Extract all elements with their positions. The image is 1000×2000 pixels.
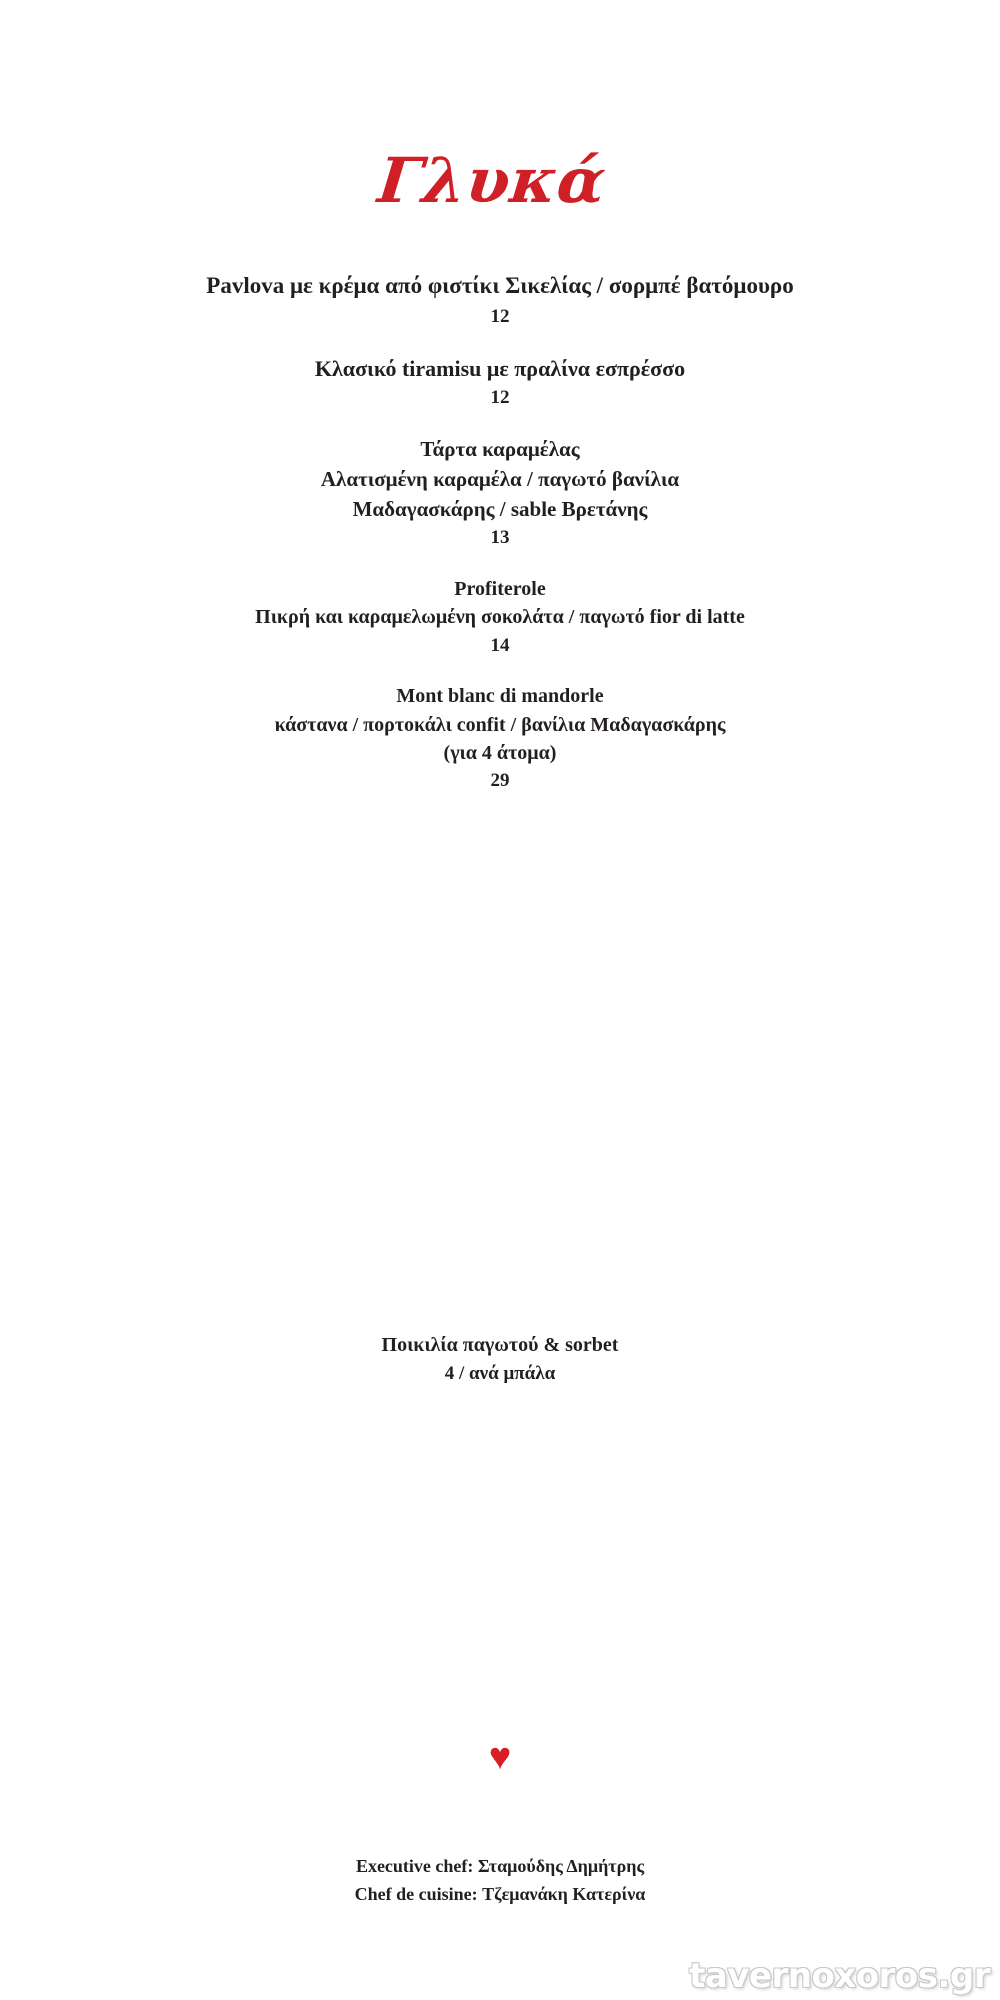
menu-item	[0, 435, 1000, 553]
menu-item-price: 14	[490, 634, 510, 656]
chef-credits	[0, 1853, 1000, 1909]
menu-item-description-line-2: Μαδαγασκάρης / sable Βρετάνης	[352, 496, 648, 521]
menu-item-description-line-1: Αλατισμένη καραμέλα / παγωτό βανίλια	[320, 466, 680, 491]
menu-item-name: Mont blanc di mandorle	[396, 685, 604, 708]
menu-item	[0, 682, 1000, 796]
menu-item-price: 29	[490, 770, 510, 792]
menu-item-price: 12	[490, 387, 510, 409]
menu-item-description-line-1: Πικρή και καραμελωμένη σοκολάτα / παγωτό fior di latte	[255, 606, 745, 629]
watermark-logo: tavernoxoros.gr	[689, 1956, 990, 1996]
heart-icon: ♥	[488, 1736, 512, 1778]
ice-cream-sorbet-price: 4 / ανά μπάλα	[444, 1363, 556, 1384]
menu-item	[0, 353, 1000, 413]
menu-item-name: Profiterole	[454, 577, 546, 600]
heart-icon-container	[0, 1738, 1000, 1778]
menu-item	[0, 575, 1000, 660]
menu-item-name: Τάρτα καραμέλας	[420, 436, 580, 461]
executive-chef-credit: Executive chef: Σταμούδης Δημήτρης	[355, 1856, 645, 1876]
ice-cream-sorbet-item	[0, 1330, 1000, 1389]
menu-item-description-line-2: (για 4 άτομα)	[443, 741, 557, 764]
menu-item-price: 13	[490, 527, 510, 549]
chef-de-cuisine-credit: Chef de cuisine: Τζεμανάκη Κατερίνα	[354, 1883, 646, 1904]
menu-item-name: Κλασικό tiramisu με πραλίνα εσπρέσσο	[314, 356, 686, 382]
menu-items-list	[0, 270, 1000, 796]
ice-cream-sorbet-label: Ποικιλία παγωτού & sorbet	[381, 1334, 619, 1356]
page-title: Γλυκά	[374, 144, 610, 217]
menu-item	[0, 270, 1000, 331]
menu-item-name: Pavlova με κρέμα από φιστίκι Σικελίας / σορμπέ βατόμουρο	[206, 273, 794, 298]
menu-item-price: 12	[490, 305, 510, 327]
menu-item-description-line-1: κάστανα / πορτοκάλι confit / βανίλια Μαδαγασκάρης	[274, 713, 726, 736]
